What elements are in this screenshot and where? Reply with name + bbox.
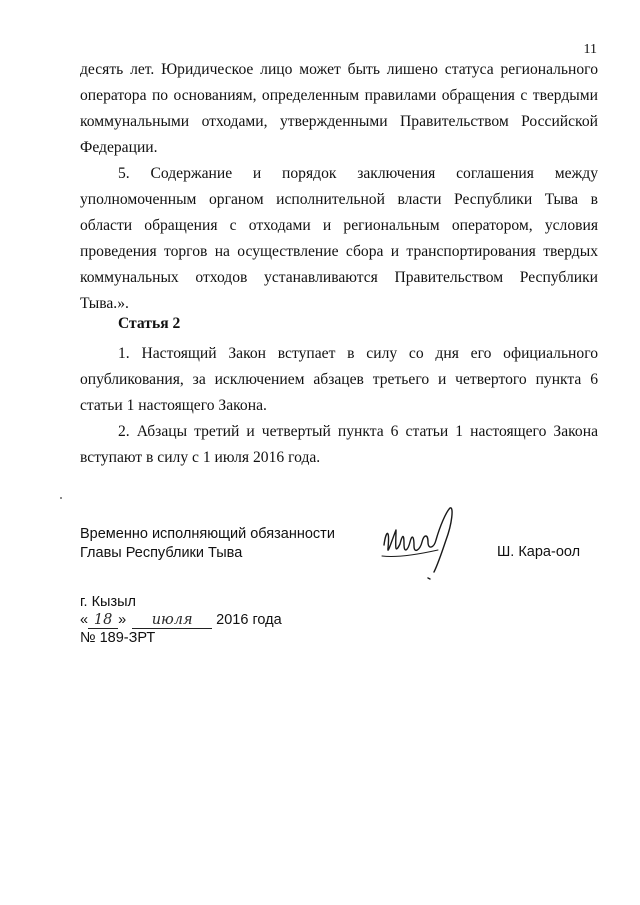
article-2-heading: Статья 2 [118, 315, 181, 332]
article-2-item-1: 1. Настоящий Закон вступает в силу со дня его официального опубликования, за исключением абзацев третьего и четвертого пункта 6 статьи 1 настоящего Закона. [80, 345, 598, 414]
handwritten-signature [374, 500, 474, 590]
law-number: № 189-ЗРТ [80, 630, 156, 646]
signatory-name: Ш. Кара-оол [497, 544, 581, 560]
scan-speck [60, 497, 62, 499]
paragraph-item-5: 5. Содержание и порядок заключения соглашения между уполномоченным органом исполнительной власти Республики Тыва в области обращения с отходами и региональным оператором, условия проведения торгов на осуществление сбора и транспортирования твердых коммунальных отходов устанавливаются Правительством Республики Тыва.». [80, 165, 598, 312]
date-close-quote: » [118, 612, 127, 628]
date-open-quote: « [80, 612, 89, 628]
paragraph-region-operator-status: десять лет. Юридическое лицо может быть лишено статуса регионального оператора по основаниям, определенным правилами обращения с твердыми коммунальными отходами, утвержденными Правительством Российской Федерации. [80, 61, 598, 156]
date-day: 18 [88, 613, 118, 629]
date-year: 2016 года [216, 612, 282, 628]
city-line: г. Кызыл [80, 594, 136, 610]
date-line [80, 612, 282, 629]
article-2-item-2: 2. Абзацы третий и четвертый пункта 6 статьи 1 настоящего Закона вступают в силу с 1 июля 2016 года. [80, 423, 598, 466]
date-month: июля [132, 613, 212, 629]
signatory-title [80, 525, 335, 563]
page-number: 11 [583, 42, 597, 57]
signatory-title-line-1: Временно исполняющий обязанности [80, 526, 335, 542]
signatory-title-line-2: Главы Республики Тыва [80, 545, 243, 561]
